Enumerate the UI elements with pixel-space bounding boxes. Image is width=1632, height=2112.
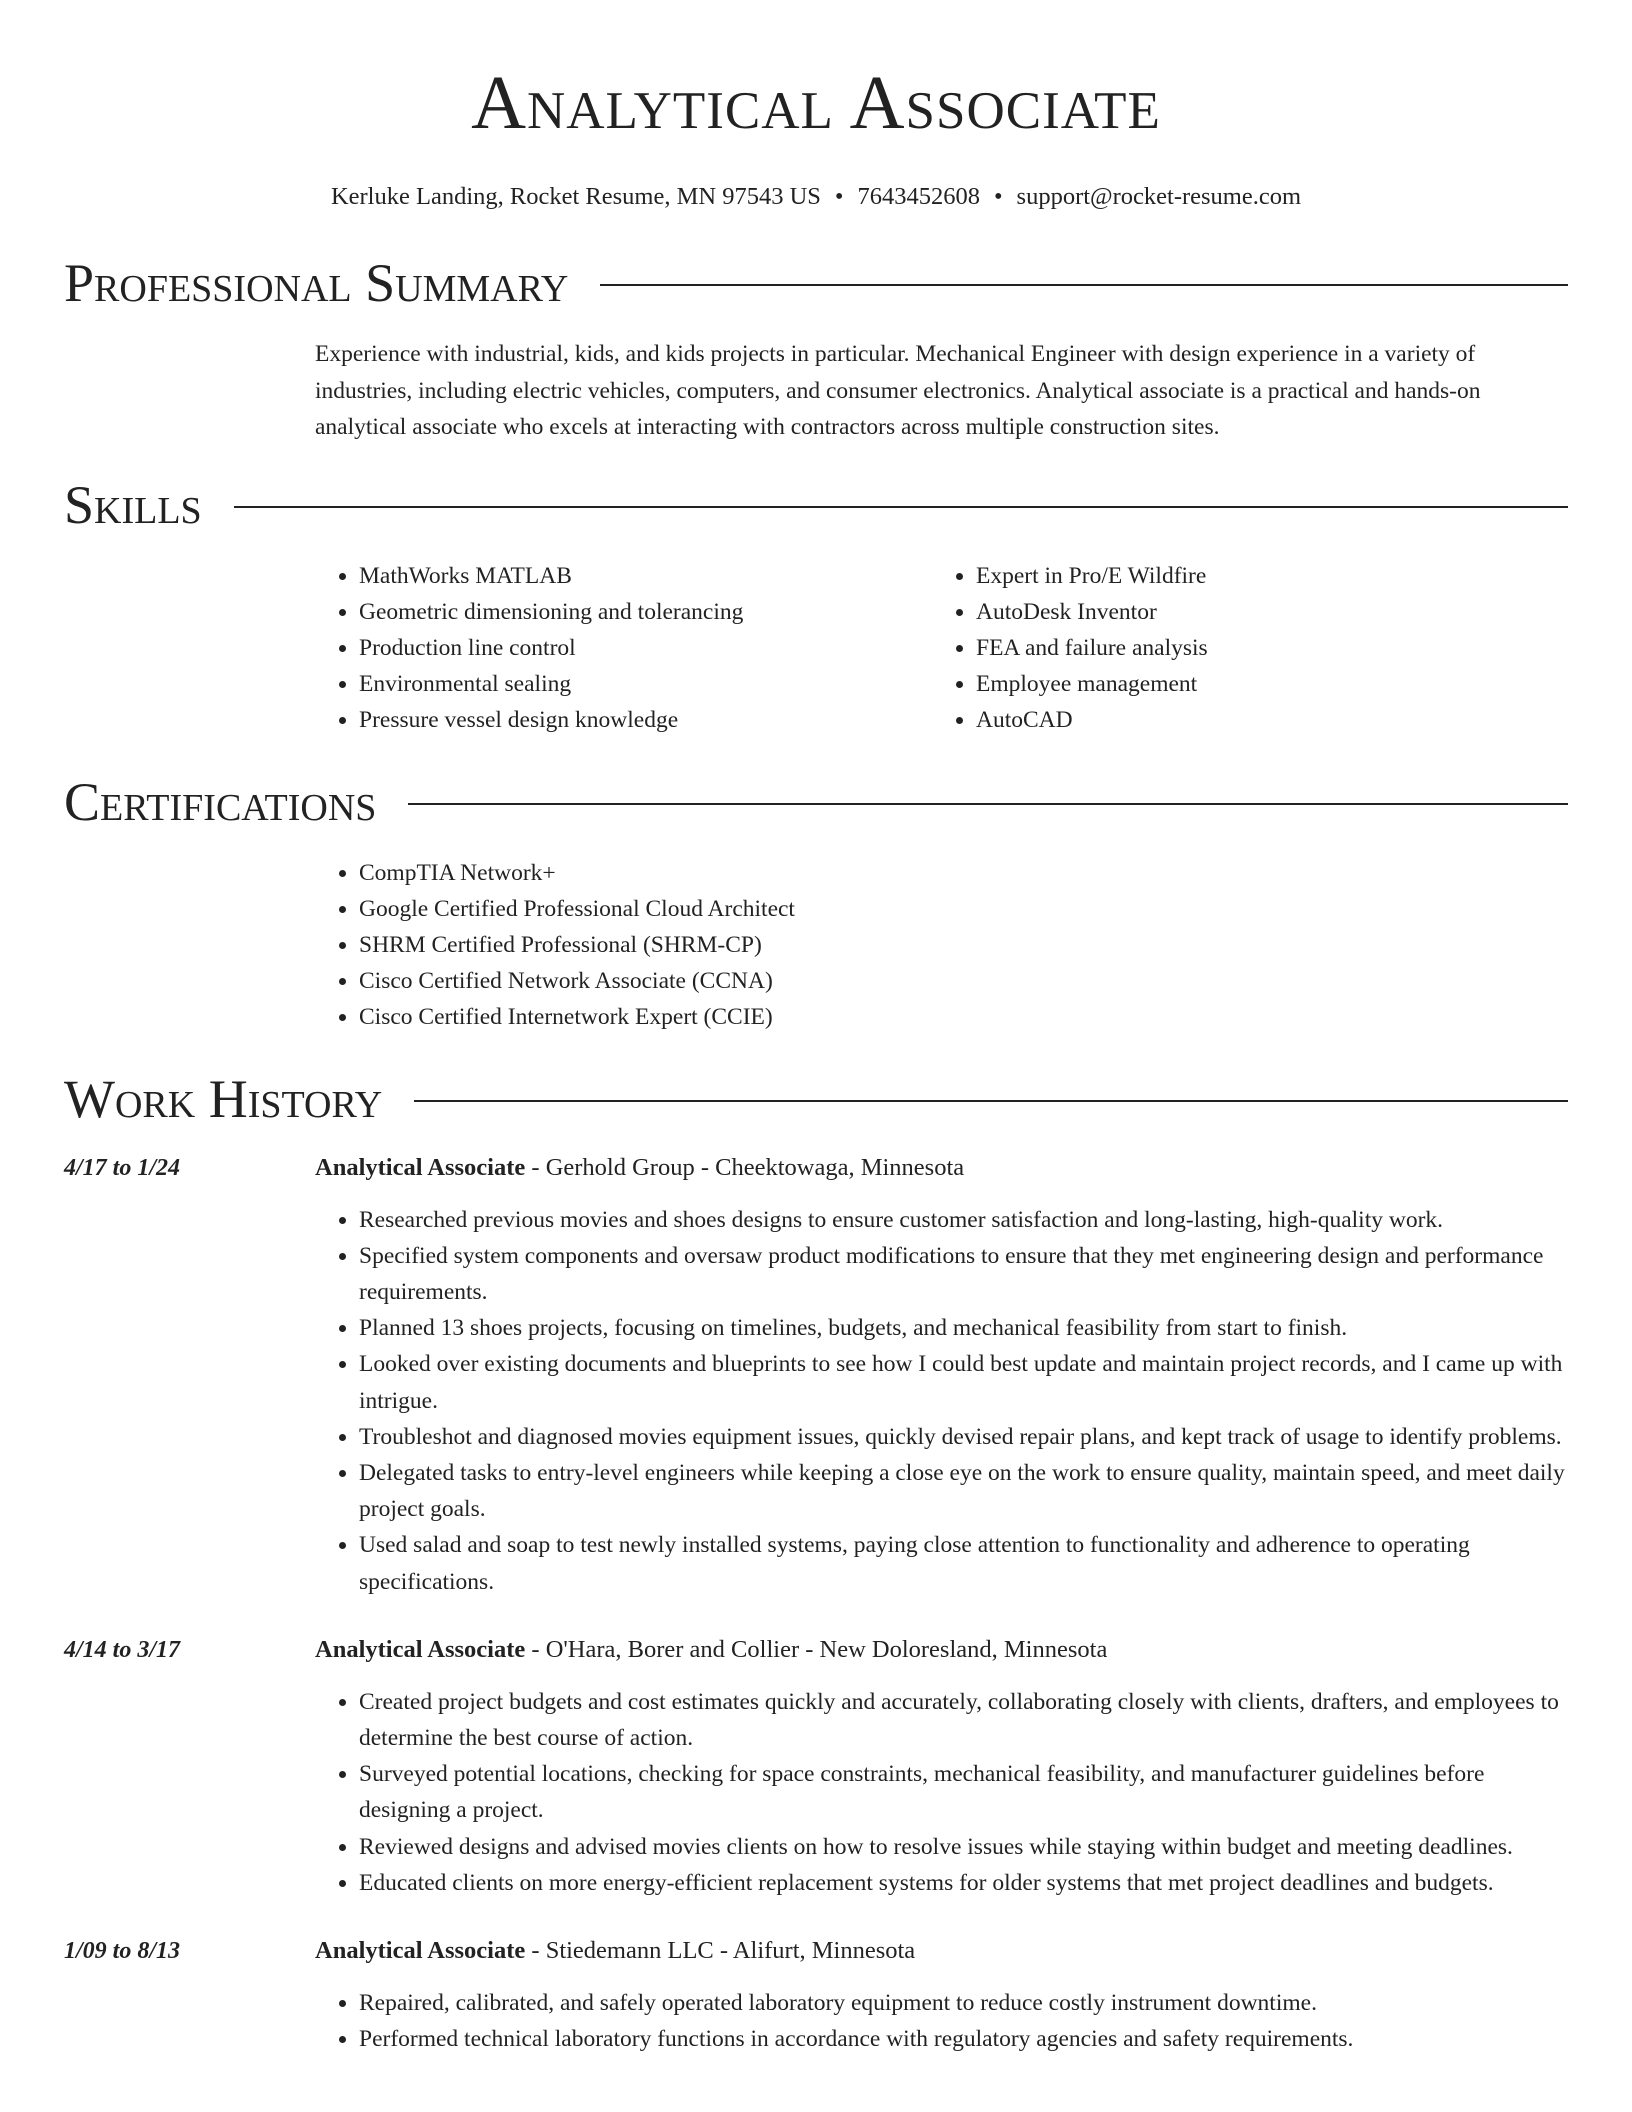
skill-item: • Expert in Pro/E Wildfire <box>976 558 1549 594</box>
certification-item: • Cisco Certified Internetwork Expert (CCIE) <box>359 999 1568 1035</box>
skill-item: • MathWorks MATLAB <box>359 558 932 594</box>
job-body <box>315 1632 1568 1901</box>
job-bullet: • Educated clients on more energy-efficient replacement systems for older systems that met project deadlines and budgets. <box>359 1865 1568 1901</box>
resume-name: Analytical Associate <box>471 61 1161 145</box>
job-bullet: • Planned 13 shoes projects, focusing on timelines, budgets, and mechanical feasibility from start to finish. <box>359 1310 1568 1346</box>
certifications-title: Certifications <box>64 771 377 832</box>
job-entry <box>64 1150 1568 1600</box>
job-bullet: • Repaired, calibrated, and safely operated laboratory equipment to reduce costly instrument downtime. <box>359 1985 1568 2021</box>
contact-line <box>64 182 1568 212</box>
work-history-list <box>64 1150 1568 2058</box>
work-heading <box>64 1068 1568 1130</box>
job-bullet: • Delegated tasks to entry-level engineers while keeping a close eye on the work to ensure quality, maintain speed, and meet daily project goals. <box>359 1455 1568 1527</box>
job-body <box>315 1150 1568 1600</box>
job-role: Analytical Associate <box>315 1153 526 1181</box>
job-dates: 4/14 to 3/17 <box>64 1636 181 1663</box>
job-bullet: • Looked over existing documents and blueprints to see how I could best update and maintain project records, and I came up with intrigue. <box>359 1346 1568 1418</box>
job-bullet: • Reviewed designs and advised movies clients on how to resolve issues while staying within budget and meeting deadlines. <box>359 1829 1568 1865</box>
contact-address: Kerluke Landing, Rocket Resume, MN 97543 US <box>330 183 821 210</box>
job-company-location: - Stiedemann LLC - Alifurt, Minnesota <box>525 1936 916 1964</box>
contact-phone: 7643452608 <box>857 183 980 210</box>
skill-item: • Geometric dimensioning and tolerancing <box>359 594 932 630</box>
summary-heading <box>64 252 1568 314</box>
skill-item: • FEA and failure analysis <box>976 630 1549 666</box>
skills-list <box>315 558 1568 739</box>
skill-item: • Employee management <box>976 666 1549 702</box>
section-divider <box>408 803 1568 805</box>
job-bullet: • Used salad and soap to test newly installed systems, paying close attention to functionality and adherence to operating specifications. <box>359 1527 1568 1599</box>
certification-item: • Cisco Certified Network Associate (CCNA) <box>359 963 1568 999</box>
summary-title: Professional Summary <box>64 253 569 313</box>
job-entry <box>64 1933 1568 2057</box>
section-divider <box>600 284 1568 286</box>
skills-column-left <box>315 558 932 739</box>
work-title: Work History <box>64 1068 383 1129</box>
certifications-list <box>315 855 1568 1036</box>
contact-email: support@rocket-resume.com <box>1016 183 1302 210</box>
job-bullet: • Researched previous movies and shoes designs to ensure customer satisfaction and long-lasting, high-quality work. <box>359 1202 1568 1238</box>
section-divider <box>234 506 1568 508</box>
job-bullet: • Troubleshot and diagnosed movies equipment issues, quickly devised repair plans, and kept track of usage to identify problems. <box>359 1419 1568 1455</box>
job-title-line <box>315 1150 1568 1186</box>
job-body <box>315 1933 1568 2057</box>
job-title-line <box>315 1933 1568 1969</box>
section-divider <box>414 1100 1568 1102</box>
skill-item: • Pressure vessel design knowledge <box>359 702 932 738</box>
job-dates: 1/09 to 8/13 <box>64 1937 181 1964</box>
summary-text: Experience with industrial, kids, and kids projects in particular. Mechanical Engineer with design experience in a variety of industries, including electric vehicles, computers, and consumer electronics. Analytical associate is a practical and hands-on analytical associate who excels at interacting with contractors across multiple construction sites. <box>315 341 1481 440</box>
certifications-heading <box>64 771 1568 833</box>
job-company-location: - Gerhold Group - Cheektowaga, Minnesota <box>525 1153 965 1181</box>
skill-item: • AutoDesk Inventor <box>976 594 1549 630</box>
job-bullet: • Created project budgets and cost estimates quickly and accurately, collaborating closely with clients, drafters, and employees to determine the best course of action. <box>359 1684 1568 1756</box>
job-role: Analytical Associate <box>315 1936 526 1964</box>
resume-page <box>64 0 1568 2057</box>
skills-column-right <box>932 558 1549 739</box>
contact-separator: • <box>993 183 1003 210</box>
job-company-location: - O'Hara, Borer and Collier - New Doloresland, Minnesota <box>525 1635 1108 1663</box>
skill-item: • Production line control <box>359 630 932 666</box>
certification-item: • Google Certified Professional Cloud Architect <box>359 891 1568 927</box>
skill-item: • AutoCAD <box>976 702 1549 738</box>
job-entry <box>64 1632 1568 1901</box>
contact-separator: • <box>834 183 844 210</box>
job-bullet: • Specified system components and oversaw product modifications to ensure that they met engineering design and performance requirements. <box>359 1238 1568 1310</box>
certification-item: • CompTIA Network+ <box>359 855 1568 891</box>
job-title-line <box>315 1632 1568 1668</box>
certification-item: • SHRM Certified Professional (SHRM-CP) <box>359 927 1568 963</box>
skills-title: Skills <box>64 474 202 535</box>
skill-item: • Environmental sealing <box>359 666 932 702</box>
skills-heading <box>64 474 1568 536</box>
job-dates: 4/17 to 1/24 <box>64 1154 181 1181</box>
job-bullet: • Surveyed potential locations, checking for space constraints, mechanical feasibility, and manufacturer guidelines before designing a project. <box>359 1756 1568 1828</box>
job-role: Analytical Associate <box>315 1635 526 1663</box>
job-bullet: • Performed technical laboratory functions in accordance with regulatory agencies and safety requirements. <box>359 2021 1568 2057</box>
